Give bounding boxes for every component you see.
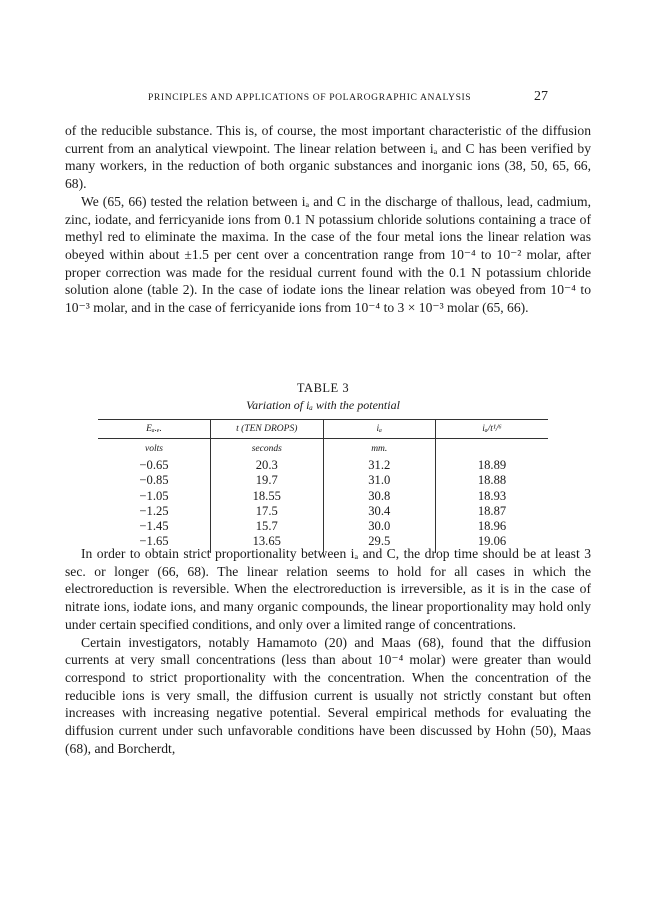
unit-cell: mm. [323,439,436,459]
header-drop-time: t (TEN DROPS) [211,420,324,439]
table-cell: 30.4 [323,504,436,519]
unit-cell [436,439,549,459]
table-cell: 17.5 [211,504,324,519]
table-cell: 31.2 [323,458,436,473]
table-cell: 29.5 [323,534,436,553]
running-head: PRINCIPLES AND APPLICATIONS OF POLAROGRAPHIC ANALYSIS [148,92,472,103]
table-cell: −1.05 [98,489,211,504]
header-current: iₐ [323,420,436,439]
table-cell: 18.96 [477,519,507,534]
paragraph-2: We (65, 66) tested the relation between iₐ and C in the discharge of thallous, lead, cadmium, zinc, iodate, and ferricyanide ions from 0.1 N potassium chloride solutions containing a trace of methyl red to eliminate the maxima. In the case of the four metal ions the linear relation was obeyed within about ±1.5 per cent over a concentration range from 10⁻⁴ to 10⁻² molar, after proper correction was made for the residual current found with the 0.1 N potassium chloride solution alone (table 2). In the case of iodate ions the linear relation was obeyed from 10⁻⁴ to 10⁻³ molar, and in the case of ferricyanide ions from 10⁻⁴ to 3 × 10⁻³ molar (65, 66). [65,193,591,316]
table-cell: 19.7 [211,473,324,488]
data-table [98,419,548,553]
table-row [98,519,548,534]
unit-cell: volts [98,439,211,459]
table-caption: Variation of iₐ with the potential [246,398,400,412]
table-units-row [98,439,548,459]
paragraph-1: of the reducible substance. This is, of course, the most important characteristic of the diffusion current from an analytical viewpoint. The linear relation between iₐ and C has been verified by many workers, in the reduction of both organic substances and inorganic ions (38, 50, 65, 66, 68). [65,123,591,192]
table-cell: 19.06 [477,534,507,549]
table-cell: 31.0 [323,473,436,488]
paragraph-4: Certain investigators, notably Hamamoto (20) and Maas (68), found that the diffusion currents at very small concentrations (less than about 10⁻⁴ molar) were greater than would correspond to strict proportionality with the concentration. When the concentration of the reducible ions is very small, the diffusion current is usually not strictly constant but often increases with increasing negative potential. Several empirical methods for evaluating the diffusion current under such unfavorable conditions have been discussed by Hohn (50), Maas (68), and Borcherdt, [65,634,591,756]
header-potential: Eₐ.ₑ. [98,420,211,439]
page-header [108,89,548,112]
table-cell: 18.87 [477,503,507,518]
table-title: TABLE 3 [296,381,350,395]
table-cell: −1.45 [98,519,211,534]
table-cell: 18.55 [211,489,324,504]
table-cell: 30.8 [323,489,436,504]
table-cell: 30.0 [323,519,436,534]
table-cell: 18.88 [477,473,507,488]
table-cell: 18.93 [477,488,507,503]
table-cell: −1.65 [98,534,211,553]
header-ratio: iₐ/t¹/⁶ [436,420,549,439]
table-cell: −1.25 [98,504,211,519]
table-cell: 18.89 [477,458,507,473]
table-header-row [98,420,548,439]
paragraph-3: In order to obtain strict proportionality between iₐ and C, the drop time should be at least 3 sec. or longer (66, 68). The linear relation seems to hold for all cases in which the electroreduction is reversible. When the electroreduction is irreversible, as it is in the case of nitrate ions, iodate ions, and many organic compounds, the linear proportionality may hold only under certain specified conditions, and only over a limited range of concentrations. [65,546,591,632]
table-cell: −0.65 [98,458,211,473]
table-3 [98,381,548,553]
unit-cell: seconds [211,439,324,459]
body-text-top [65,122,591,317]
table-cell: 13.65 [211,534,324,553]
table-cell: 20.3 [211,458,324,473]
table-row [98,489,548,504]
table-cell: 15.7 [211,519,324,534]
table-row [98,473,548,488]
table-cell: −0.85 [98,473,211,488]
table-row [98,504,548,519]
table-row [98,458,548,473]
body-text-bottom [65,545,591,757]
page-number: 27 [534,89,548,104]
